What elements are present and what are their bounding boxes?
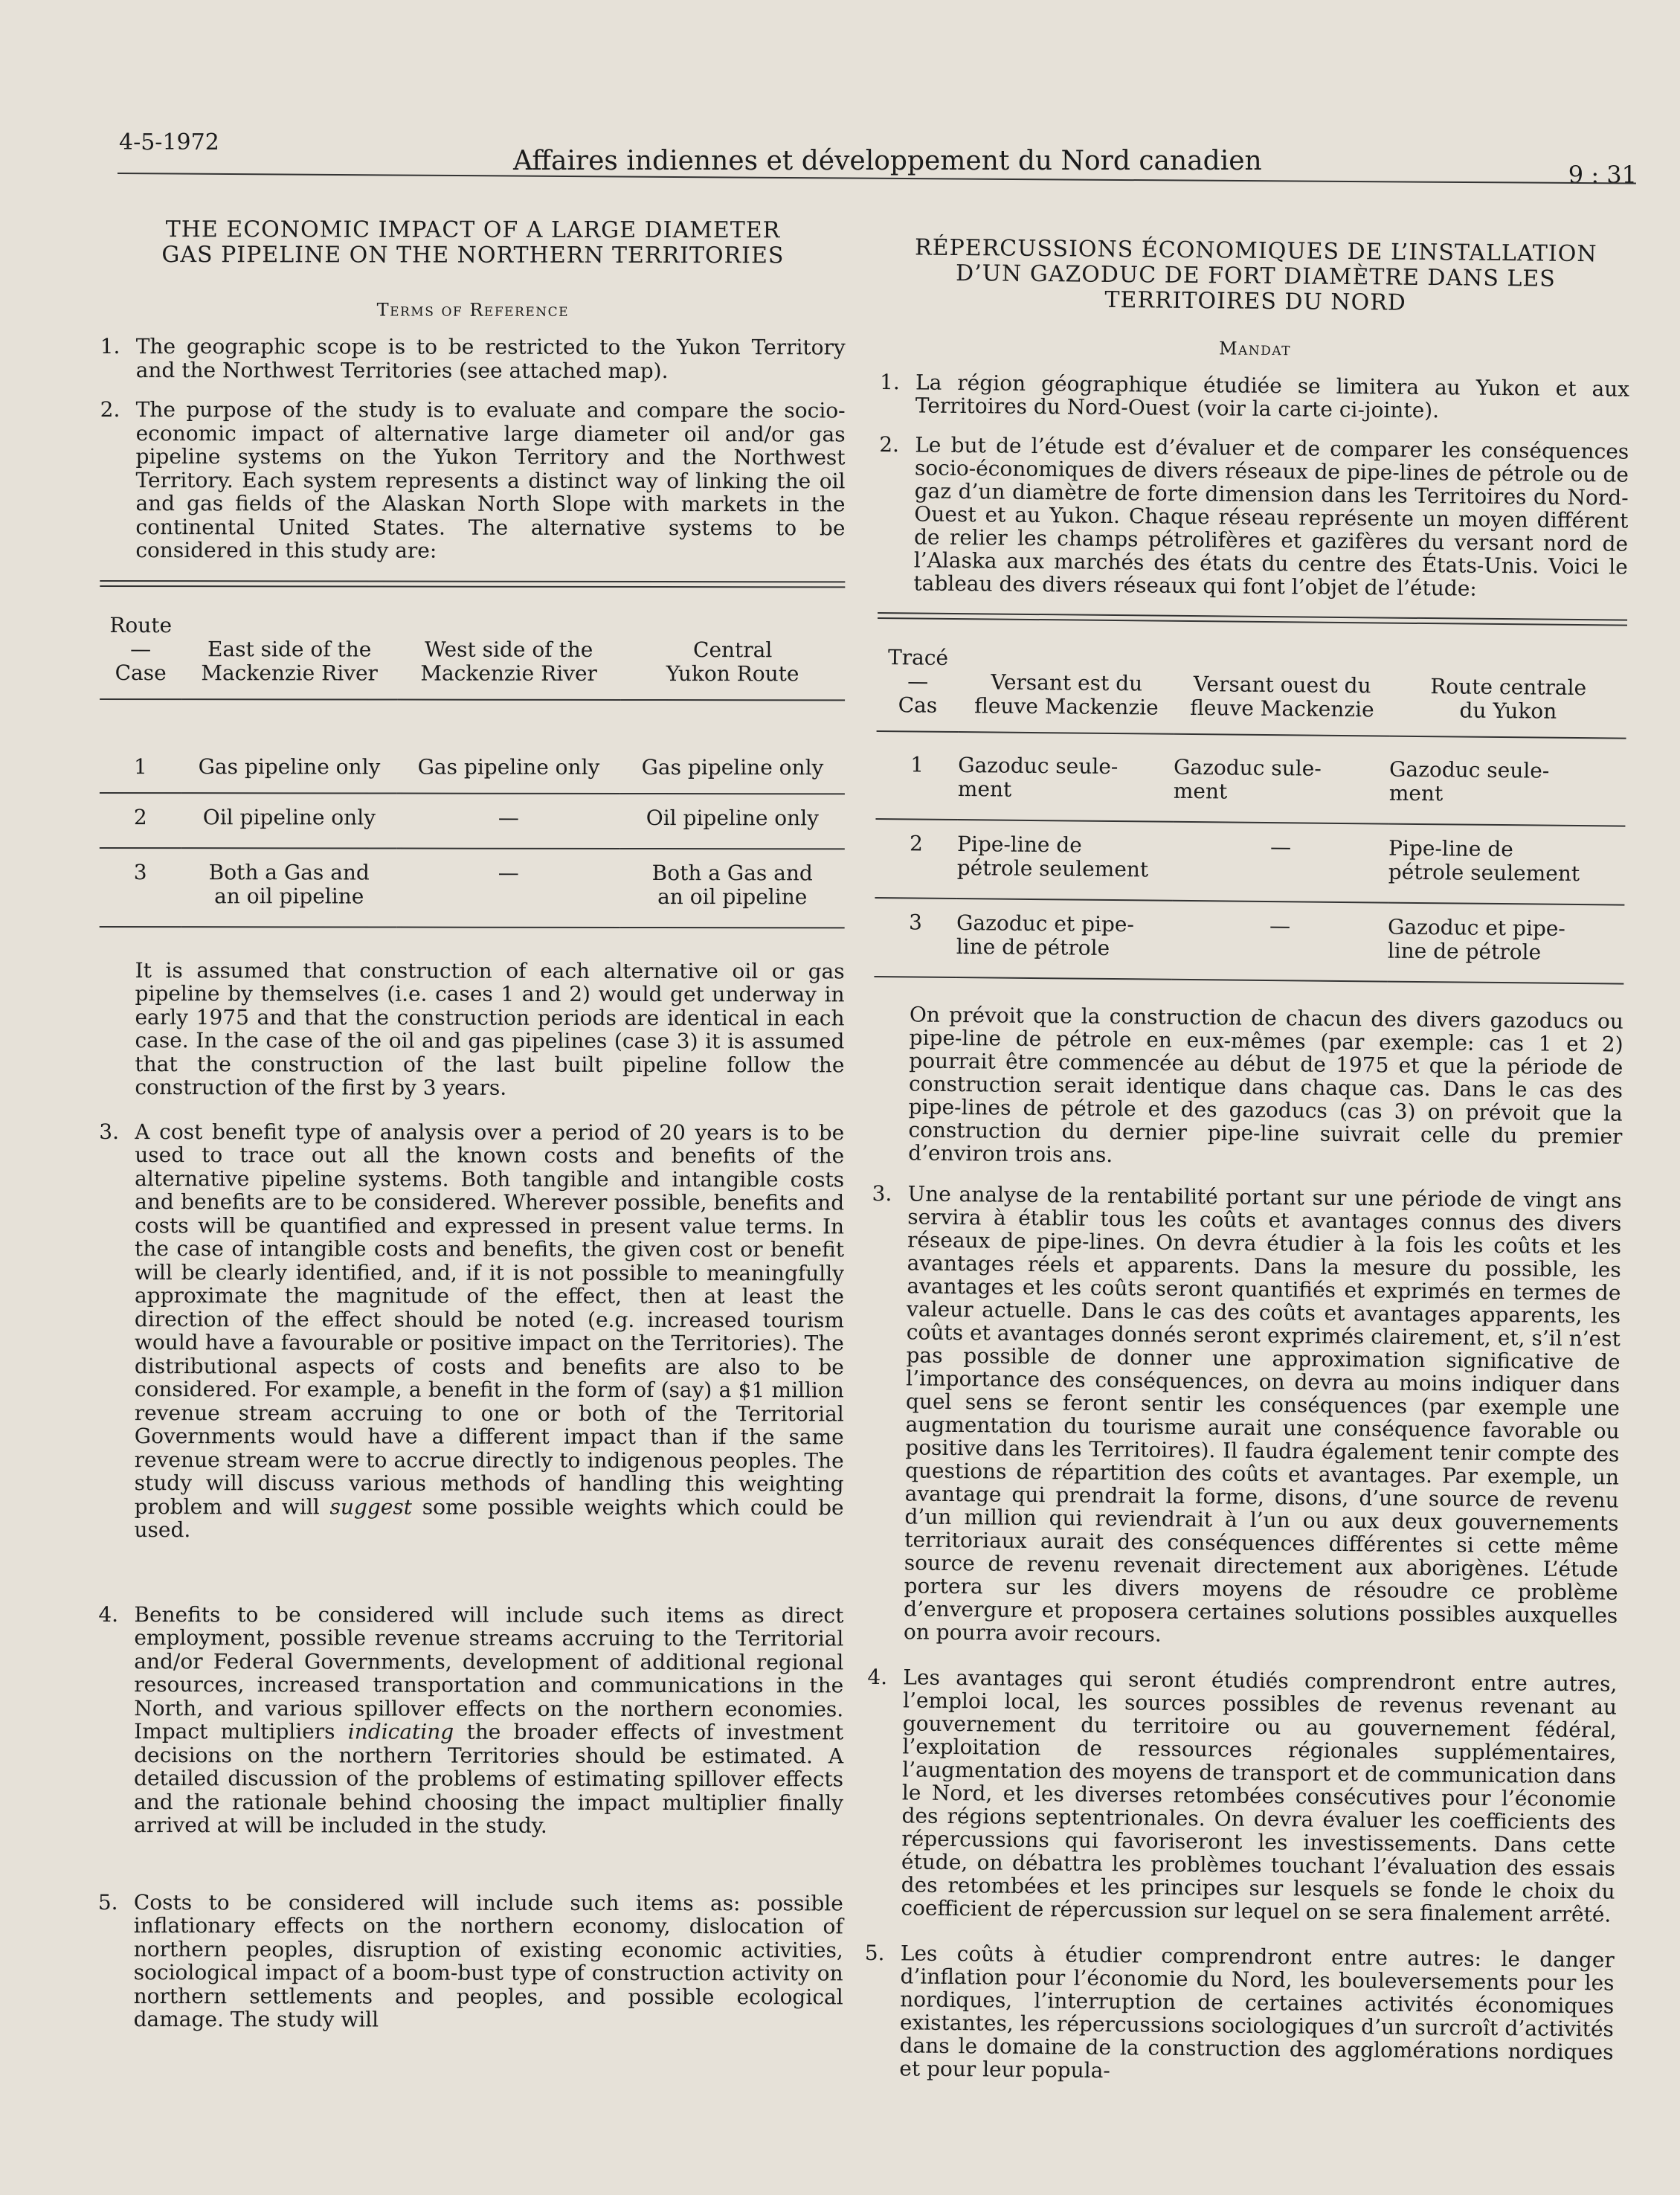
- table-header-row: Tracé — Cas Versant est du fleuve Mackenzie Versant ouest du fleuve Mackenzie Route centrale du Yukon: [877, 619, 1627, 739]
- french-route-table: [874, 619, 1627, 985]
- french-column: [863, 235, 1631, 2104]
- french-heading: Mandat: [1218, 338, 1292, 360]
- table-header-row: Route — Case East side of the Mackenzie River West side of the Mackenzie River Central Yukon Route: [100, 586, 845, 699]
- french-after-table: On prévoit que la construction de chacun des divers gazoducs ou pipe-line de pétrole en eux-mêmes (par exemple: cas 1 et 2) pourrait être commencée au début de 1975 et que la période de construction serait identique dans chaque cas. Dans le cas des pipe-lines de pétrole et des gazoducs (cas 3) on prévoit que la construction du dernier pipe-line suivrait celle du premier d’environ trois ans.: [907, 1002, 1624, 1168]
- english-route-table: [100, 586, 846, 928]
- english-item-1: 1. The geographic scope is to be restricted to the Yukon Territory and the Northwest Territories (see attached map).: [100, 333, 846, 383]
- table-row: 3 Both a Gas and an oil pipeline — Both a Gas and an oil pipeline: [100, 847, 845, 927]
- table-row: 2 Oil pipeline only — Oil pipeline only: [100, 792, 845, 848]
- english-title: THE ECONOMIC IMPACT OF A LARGE DIAMETER GAS PIPELINE ON THE NORTHERN TERRITORIES: [161, 216, 785, 269]
- french-item-2: 2. Le but de l’étude est d’évaluer et de comparer les conséquences socio-économiques de divers réseaux de pipe-lines de pétrole ou de gaz d’un diamètre de forte dimension dans les Territoires du Nord-Ouest et au Yukon. Chaque réseau représente un moyen différent de relier les champs pétrolifères et gazifères du versant nord de l’Alaska aux marchés des états du centre des États-Unis. Voici le tableau des divers réseaux qui font l’objet de l’étude:: [879, 431, 1629, 601]
- english-heading: Terms of Reference: [376, 299, 570, 321]
- header-date: 4-5-1972: [119, 129, 219, 155]
- english-item-4: 4. Benefits to be considered will include such items as direct employment, possible revenue streams accruing to the Territorial and/or Federal Governments, development of additional regional resources, increased transportation and communications in the North, and various spillover effects on the northern economies. Impact multipliers indicating the broader effects of investment decisions on the northern Territories should be estimated. A detailed discussion of the problems of estimating spillover effects and the rationale behind choosing the impact multiplier finally arrived at will be included in the study.: [98, 1601, 844, 1838]
- header-page-number: 9 : 31: [1568, 161, 1637, 189]
- english-item-5: 5. Costs to be considered will include such items as: possible inflationary effects on the northern economy, dislocation of northern peoples, disruption of existing economic activities, sociological impact of a boom-bust type of construction activity on northern settlements and peoples, and possible ecological damage. The study will: [97, 1889, 843, 2032]
- table-row: 1 Gazoduc seule- ment Gazoduc sule- ment Gazoduc seule- ment: [875, 731, 1626, 826]
- french-item-3: 3. Une analyse de la rentabilité portant sur une période de vingt ans servira à établir tous les coûts et avantages connus des divers réseaux de pipe-lines. On devra étudier à la fois les coûts et les avantages réels et apparents. Dans la mesure du possible, les avantages et les coûts seront quantifiés et exprimés en termes de valeur actuelle. Dans le cas des coûts et avantages apparents, les coûts et avantages donnés seront exprimés clairement, et, s’il n’est pas possible de donner une approximation significative de l’importance des conséquences, on devra au moins indiquer dans quel sens se feront sentir les conséquences (par exemple une augmentation du tourisme aurait une conséquence favorable ou positive dans les Territoires). Il faudra également tenir compte des questions de répartition des coûts et avantages. Par exemple, un avantage qui prendrait la forme, disons, d’une source de revenu d’un million qui reviendrait à l’un ou aux deux gouvernements territoriaux aurait des conséquences différentes si cette même source de revenu revenait directement aux aborigènes. L’étude portera sur les divers moyens de résoudre ce problème d’envergure et proposera certaines solutions possibles auxquelles on pourra avoir recours.: [872, 1180, 1622, 1647]
- french-item-1: 1. La région géographique étudiée se limitera au Yukon et aux Territoires du Nord-Ouest (voir la carte ci-jointe).: [879, 369, 1630, 423]
- french-item-5: 5. Les coûts à étudier comprendront entre autres: le danger d’inflation pour l’économie du Nord, les bouleversements pour les nordiques, l’interruption de certaines activités économiques existantes, les répercussions sociologiques d’un surcroît d’activités dans le domaine de la construction des agglomérations nordiques et pour leur popula-: [864, 1940, 1615, 2083]
- english-column: [98, 217, 846, 2048]
- english-after-table: It is assumed that construction of each alternative oil or gas pipeline by themselves (i.e. cases 1 and 2) would get underway in early 1975 and that the construction periods are identical in each case. In the case of the oil and gas pipelines (case 3) it is assumed that the construction of the last built pipeline follow the construction of the first by 3 years.: [135, 957, 845, 1100]
- table-row: 2 Pipe-line de pétrole seulement — Pipe-line de pétrole seulement: [875, 819, 1625, 905]
- french-title: RÉPERCUSSIONS ÉCONOMIQUES DE L’INSTALLATION D’UN GAZODUC DE FORT DIAMÈTRE DANS LES TERRITOIRES DU NORD: [914, 234, 1597, 316]
- english-item-2: 2. The purpose of the study is to evaluate and compare the socio-economic impact of alternative large diameter oil and/or gas pipeline systems on the Yukon Territory and the Northwest Territory. Each system represents a distinct way of linking the oil and gas fields of the Alaskan North Slope with markets in the continental United States. The alternative systems to be considered in this study are:: [100, 396, 846, 563]
- french-item-4: 4. Les avantages qui seront étudiés comprendront entre autres, l’emploi local, les sources possibles de revenus revenant au gouvernement du territoire ou au gouvernement fédéral, l’exploitation de ressources régionales supplémentaires, l’augmentation des moyens de transport et de communication dans le Nord, et les diverses retombées consécutives pour l’économie des régions septentrionales. On devra évaluer les coefficients des répercussions qui favoriseront les investissements. Dans cette étude, on débattra les problèmes touchant l’évaluation des essais des retombées et les principes sur lesquels se fonde le choix du coefficient de répercussion sur lequel on se sera finalement arrêté.: [867, 1664, 1618, 1927]
- header-title: Affaires indiennes et développement du Nord canadien: [513, 146, 1262, 176]
- table-row: 3 Gazoduc et pipe- line de pétrole — Gazoduc et pipe- line de pétrole: [874, 898, 1624, 984]
- table-row: 1 Gas pipeline only Gas pipeline only Gas pipeline only: [100, 698, 845, 793]
- english-item-3: 3. A cost benefit type of analysis over a period of 20 years is to be used to trace out all the known costs and benefits of the alternative pipeline systems. Both tangible and intangible costs and benefits are to be considered. Wherever possible, benefits and costs will be quantified and expressed in present value terms. In the case of intangible costs and benefits, the given cost or benefit will be clearly identified, and, if it is not possible to meaningfully approximate the magnitude of the effect, then at least the direction of the effect should be noted (e.g. increased tourism would have a favourable or positive impact on the Territories). The distributional aspects of costs and benefits are also to be considered. For example, a benefit in the form of (say) a $1 million revenue stream accruing to one or both of the Territorial Governments would have a different impact than if the same revenue stream were to accrue directly to indigenous peoples. The study will discuss various methods of handling this weighting problem and will suggest some possible weights which could be used.: [99, 1119, 845, 1543]
